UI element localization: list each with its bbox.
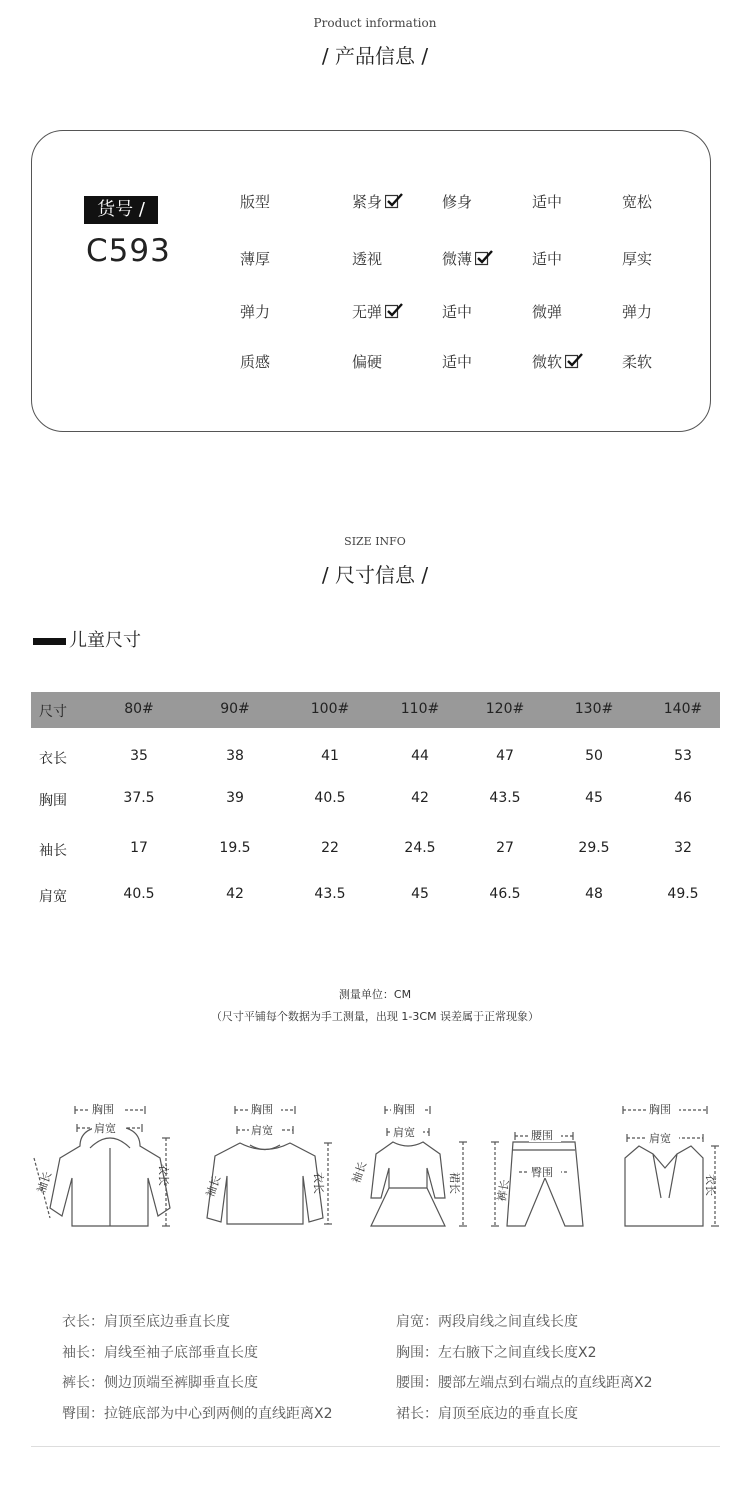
product-info-title-en: Product information <box>313 16 437 30</box>
size-cell: 46.5 <box>489 886 521 902</box>
jacket-label-chest: 胸围 <box>92 1103 114 1116</box>
error-note: （尺寸平铺每个数据为手工测量，出现 1-3CM 误差属于正常现象） <box>210 1010 540 1023</box>
size-cell: 43.5 <box>314 886 346 902</box>
checkmark-icon <box>562 353 583 371</box>
dress-label-sleeve: 袖长 <box>349 1159 370 1186</box>
size-info-title-cn: / 尺寸信息 / <box>321 563 429 587</box>
definition-item: 腰围：腰部左端点到右端点的直线距离X2 <box>396 1375 653 1391</box>
sweatshirt-label-shoulder: 肩宽 <box>251 1124 273 1137</box>
size-header-cell: 130# <box>574 701 614 717</box>
sweatshirt-label-chest: 胸围 <box>251 1103 273 1116</box>
size-cell: 40.5 <box>123 886 155 902</box>
pants-label-length: 裤长 <box>495 1178 512 1203</box>
size-cell: 32 <box>674 840 692 856</box>
definition-item: 衣长：肩顶至底边垂直长度 <box>62 1314 230 1330</box>
size-cell: 17 <box>130 840 148 856</box>
attribute-label: 版型 <box>240 193 271 211</box>
attribute-option: 微弹 <box>532 303 563 321</box>
checkmark-icon <box>382 303 403 321</box>
size-cell: 27 <box>496 840 514 856</box>
dress-diagram <box>345 1098 475 1238</box>
size-header-cell: 110# <box>400 701 440 717</box>
size-header-cell: 90# <box>220 701 250 717</box>
vest-label-chest: 胸围 <box>649 1103 671 1116</box>
size-header-cell: 120# <box>485 701 525 717</box>
attribute-option: 弹力 <box>622 303 653 321</box>
size-cell: 45 <box>411 886 429 902</box>
attribute-label: 质感 <box>240 353 271 371</box>
sweatshirt-label-length: 衣长 <box>312 1172 325 1194</box>
attribute-option: 柔软 <box>622 353 653 371</box>
size-cell: 22 <box>321 840 339 856</box>
attribute-row <box>0 247 750 271</box>
checkmark-icon <box>472 250 493 268</box>
definition-item: 袖长：肩线至袖子底部垂直长度 <box>62 1345 258 1361</box>
attribute-row <box>0 190 750 214</box>
size-cell: 48 <box>585 886 603 902</box>
kids-size-heading <box>33 626 141 652</box>
attribute-option: 透视 <box>352 250 383 268</box>
size-row-label: 袖长 <box>39 843 67 859</box>
definition-item: 裙长：肩顶至底边的垂直长度 <box>396 1406 578 1422</box>
size-row-label: 胸围 <box>39 793 67 809</box>
size-cell: 40.5 <box>314 790 346 806</box>
size-cell: 50 <box>585 748 603 764</box>
size-header-cell: 80# <box>124 701 154 717</box>
size-cell: 47 <box>496 748 514 764</box>
size-row-label: 肩宽 <box>39 889 67 905</box>
size-cell: 35 <box>130 748 148 764</box>
dress-label-length: 裙长 <box>448 1172 461 1194</box>
jacket-diagram <box>20 1098 180 1238</box>
heading-bar <box>33 638 66 645</box>
attribute-option: 适中 <box>442 303 473 321</box>
attribute-option: 微薄 <box>442 247 493 271</box>
attribute-option: 紧身 <box>352 190 403 214</box>
unit-note: 测量单位：CM <box>338 988 412 1001</box>
dress-label-chest: 胸围 <box>393 1103 415 1116</box>
size-cell: 45 <box>585 790 603 806</box>
size-info-title-en: SIZE INFO <box>344 535 406 548</box>
size-header-label: 尺寸 <box>39 704 67 720</box>
size-row-label: 衣长 <box>39 751 67 767</box>
size-cell: 44 <box>411 748 429 764</box>
attribute-option: 宽松 <box>622 193 653 211</box>
size-cell: 37.5 <box>123 790 155 806</box>
size-cell: 42 <box>411 790 429 806</box>
attribute-option: 厚实 <box>622 250 653 268</box>
size-cell: 24.5 <box>404 840 436 856</box>
definition-item: 裤长：侧边顶端至裤脚垂直长度 <box>62 1375 258 1391</box>
sweatshirt-diagram <box>195 1098 345 1238</box>
size-cell: 53 <box>674 748 692 764</box>
product-info-title-cn: / 产品信息 / <box>321 44 429 68</box>
pants-label-hip: 臀围 <box>531 1166 553 1179</box>
size-cell: 38 <box>226 748 244 764</box>
size-cell: 41 <box>321 748 339 764</box>
size-cell: 29.5 <box>578 840 610 856</box>
size-header-cell: 140# <box>663 701 703 717</box>
bottom-divider <box>31 1446 720 1447</box>
item-no-value: C593 <box>86 233 171 269</box>
size-cell: 19.5 <box>219 840 251 856</box>
pants-label-waist: 腰围 <box>531 1129 553 1142</box>
product-info-card <box>31 130 711 432</box>
attribute-option: 适中 <box>532 193 563 211</box>
attribute-label: 弹力 <box>240 303 271 321</box>
vest-label-length: 衣长 <box>704 1174 717 1196</box>
size-cell: 43.5 <box>489 790 521 806</box>
attribute-row <box>0 350 750 374</box>
size-cell: 39 <box>226 790 244 806</box>
size-cell: 49.5 <box>667 886 699 902</box>
item-no-label: 货号 / <box>84 196 158 224</box>
attribute-row <box>0 300 750 324</box>
attribute-option: 偏硬 <box>352 353 383 371</box>
jacket-label-shoulder: 肩宽 <box>94 1122 116 1135</box>
size-header-cell: 100# <box>310 701 350 717</box>
attribute-option: 修身 <box>442 193 473 211</box>
definition-item: 肩宽：两段肩线之间直线长度 <box>396 1314 578 1330</box>
checkmark-icon <box>382 193 403 211</box>
jacket-label-length: 衣长 <box>157 1164 170 1186</box>
pants-diagram <box>485 1098 595 1238</box>
attribute-option: 适中 <box>532 250 563 268</box>
attribute-label: 薄厚 <box>240 250 271 268</box>
jacket-label-sleeve: 袖长 <box>34 1169 55 1196</box>
size-cell: 46 <box>674 790 692 806</box>
kids-size-label: 儿童尺寸 <box>69 630 141 651</box>
size-cell: 42 <box>226 886 244 902</box>
sweatshirt-label-sleeve: 袖长 <box>203 1173 224 1200</box>
vest-label-shoulder: 肩宽 <box>649 1132 671 1145</box>
vest-diagram <box>605 1098 730 1238</box>
attribute-option: 适中 <box>442 353 473 371</box>
attribute-option: 微软 <box>532 350 583 374</box>
attribute-option: 无弹 <box>352 300 403 324</box>
definition-item: 胸围：左右腋下之间直线长度X2 <box>396 1345 597 1361</box>
definition-item: 臀围：拉链底部为中心到两侧的直线距离X2 <box>62 1406 333 1422</box>
dress-label-shoulder: 肩宽 <box>393 1126 415 1139</box>
